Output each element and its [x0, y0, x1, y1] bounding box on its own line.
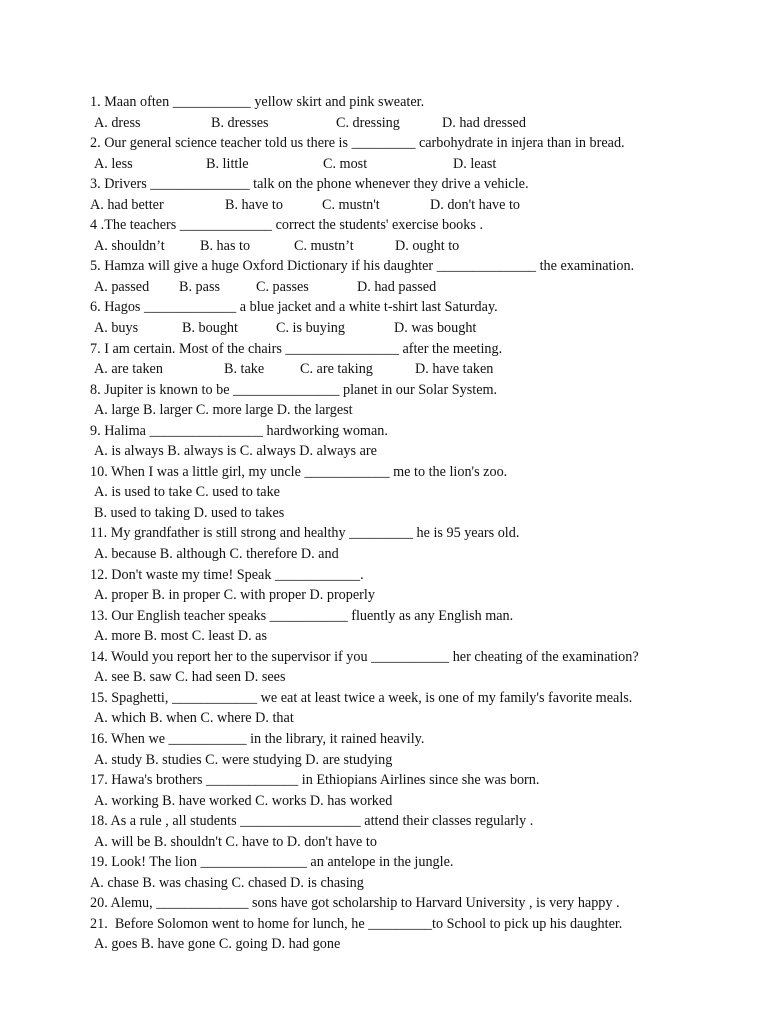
option-a: A. shouldn’t [94, 237, 165, 254]
question-2: 2. Our general science teacher told us there is _________ carbohydrate in injera than in bread. [90, 135, 625, 152]
options-15: A. which B. when C. where D. that [94, 710, 294, 727]
options-21: A. goes B. have gone C. going D. had gone [94, 936, 341, 953]
option-a: A. are taken [94, 361, 163, 378]
question-20: 20. Alemu, _____________ sons have got scholarship to Harvard University , is very happy . [90, 895, 620, 912]
option-c: C. are taking [300, 361, 373, 378]
options-18: A. will be B. shouldn't C. have to D. don't have to [94, 833, 377, 850]
options-10-second-line: B. used to taking D. used to takes [94, 504, 285, 521]
options-16: A. study B. studies C. were studying D. are studying [94, 751, 393, 768]
question-16: 16. When we ___________ in the library, it rained heavily. [90, 730, 425, 747]
option-b: B. dresses [211, 114, 269, 131]
option-c: C. mustn’t [294, 237, 354, 254]
option-a: A. less [94, 155, 133, 172]
option-d: D. had passed [357, 278, 437, 295]
option-b: B. little [206, 155, 249, 172]
option-c: C. mustn't [322, 196, 380, 213]
options-10: A. is used to take C. used to take [94, 484, 280, 501]
options-13: A. more B. most C. least D. as [94, 628, 267, 645]
option-b: B. take [224, 361, 265, 378]
options-7 [90, 359, 750, 380]
option-a: A. passed [94, 278, 150, 295]
option-b: B. bought [182, 320, 238, 337]
option-b: B. has to [200, 237, 251, 254]
option-a: A. buys [94, 320, 139, 337]
option-c: C. is buying [276, 320, 345, 337]
question-6: 6. Hagos _____________ a blue jacket and a white t-shirt last Saturday. [90, 299, 498, 316]
question-8: 8. Jupiter is known to be _______________ planet in our Solar System. [90, 381, 498, 398]
worksheet [90, 92, 750, 955]
question-4: 4 .The teachers _____________ correct the students' exercise books . [90, 217, 483, 234]
question-13: 13. Our English teacher speaks ___________ fluently as any English man. [90, 607, 514, 624]
option-b: B. pass [179, 278, 220, 295]
question-7: 7. I am certain. Most of the chairs ________________ after the meeting. [90, 340, 503, 357]
options-3 [90, 195, 750, 216]
question-11: 11. My grandfather is still strong and healthy _________ he is 95 years old. [90, 525, 520, 542]
option-d: D. have taken [415, 361, 494, 378]
options-4 [90, 236, 750, 257]
options-14: A. see B. saw C. had seen D. sees [94, 669, 286, 686]
option-d: D. ought to [395, 237, 460, 254]
question-17: 17. Hawa's brothers _____________ in Ethiopians Airlines since she was born. [90, 772, 540, 789]
options-5 [90, 277, 750, 298]
option-d: D. was bought [394, 320, 477, 337]
options-17: A. working B. have worked C. works D. has worked [94, 792, 393, 809]
option-a: A. had better [90, 196, 164, 213]
question-18: 18. As a rule , all students _________________ attend their classes regularly . [90, 813, 534, 830]
option-d: D. least [453, 155, 497, 172]
option-d: D. had dressed [442, 114, 526, 131]
options-2 [90, 154, 750, 175]
question-10: 10. When I was a little girl, my uncle ____________ me to the lion's zoo. [90, 463, 508, 480]
option-c: C. dressing [336, 114, 400, 131]
question-14: 14. Would you report her to the supervisor if you ___________ her cheating of the examination? [90, 648, 639, 665]
options-6 [90, 318, 750, 339]
options-9: A. is always B. always is C. always D. always are [94, 443, 377, 460]
options-8: A. large B. larger C. more large D. the largest [94, 402, 353, 419]
options-11: A. because B. although C. therefore D. and [94, 546, 339, 563]
question-9: 9. Halima ________________ hardworking woman. [90, 422, 388, 439]
option-c: C. passes [256, 278, 309, 295]
option-c: C. most [323, 155, 368, 172]
options-1 [90, 113, 750, 134]
question-15: 15. Spaghetti, ____________ we eat at least twice a week, is one of my family's favorite meals. [90, 689, 633, 706]
options-12: A. proper B. in proper C. with proper D. properly [94, 587, 375, 604]
question-19: 19. Look! The lion _______________ an antelope in the jungle. [90, 854, 454, 871]
question-3: 3. Drivers ______________ talk on the phone whenever they drive a vehicle. [90, 176, 529, 193]
option-d: D. don't have to [430, 196, 521, 213]
question-5: 5. Hamza will give a huge Oxford Dictionary if his daughter ______________ the examination. [90, 258, 635, 275]
option-b: B. have to [225, 196, 283, 213]
options-19: A. chase B. was chasing C. chased D. is chasing [90, 874, 364, 891]
question-12: 12. Don't waste my time! Speak ____________. [90, 566, 364, 583]
option-a: A. dress [94, 114, 141, 131]
question-21: 21. Before Solomon went to home for lunch, he _________to School to pick up his daughter. [90, 915, 623, 932]
question-1: 1. Maan often ___________ yellow skirt and pink sweater. [90, 94, 425, 110]
